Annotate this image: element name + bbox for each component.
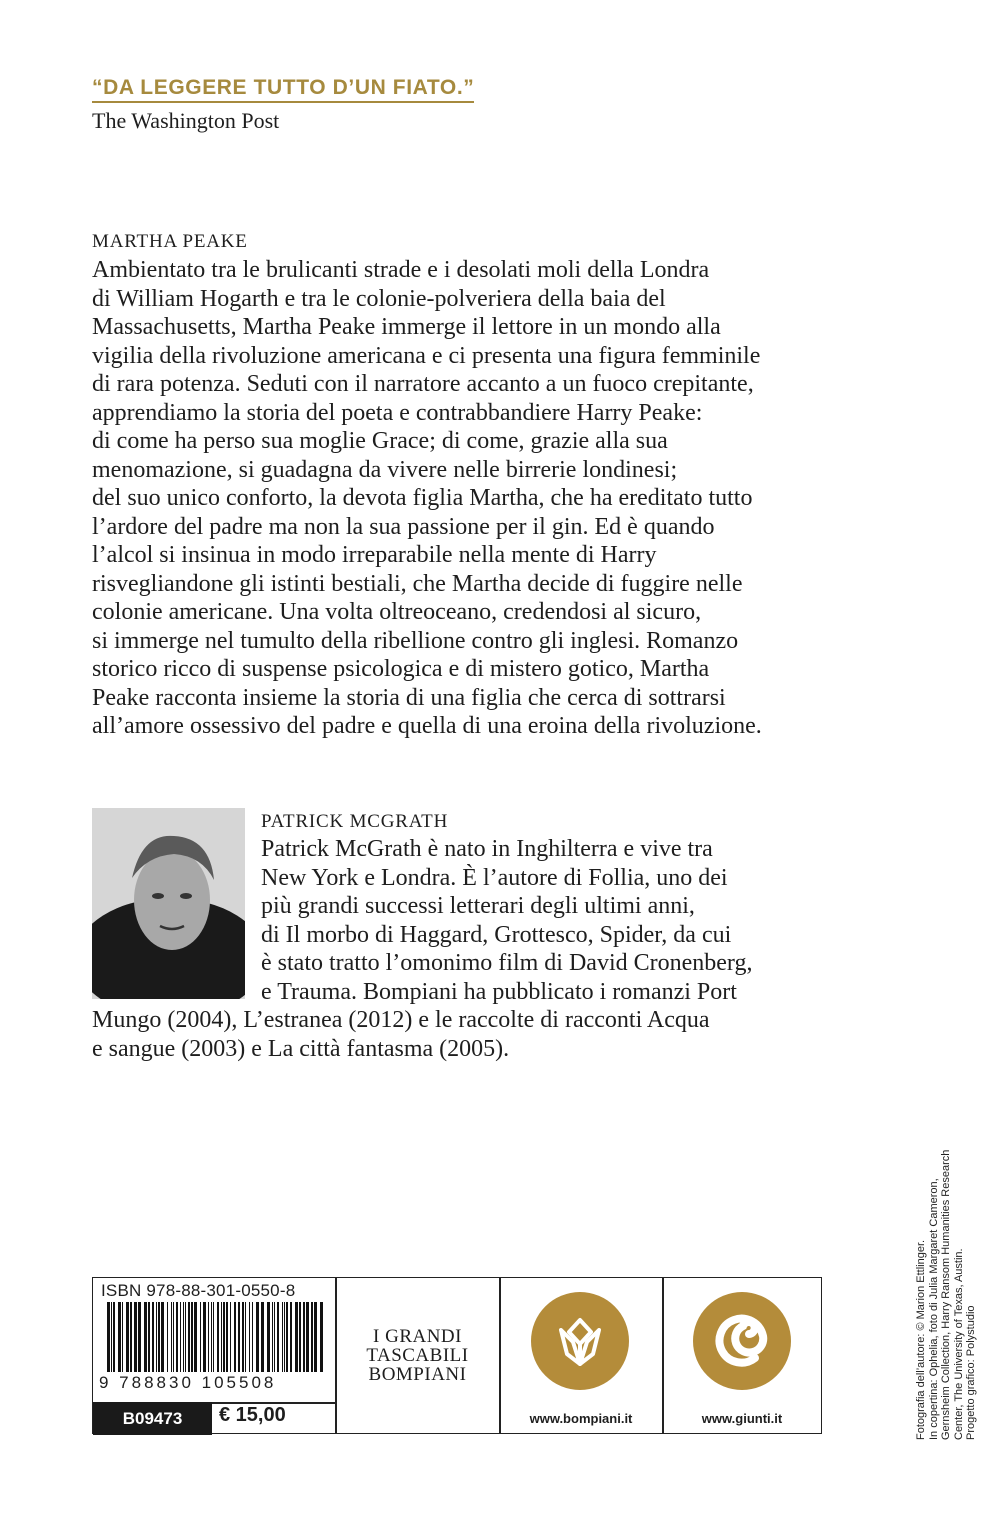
- barcode-bar: [306, 1302, 309, 1372]
- barcode-bar: [282, 1302, 283, 1372]
- barcode-bar: [183, 1302, 184, 1372]
- barcode-bar: [223, 1302, 225, 1372]
- barcode-bar: [203, 1302, 206, 1372]
- barcode-bar: [208, 1302, 209, 1372]
- barcode-bar: [158, 1302, 160, 1372]
- barcode-bar: [320, 1302, 323, 1372]
- barcode-bar: [111, 1302, 112, 1372]
- barcode-bar: [234, 1302, 236, 1372]
- barcode-bar: [191, 1302, 193, 1372]
- isbn-block: [93, 1278, 335, 1433]
- barcode-bar: [217, 1302, 219, 1372]
- barcode-bar: [148, 1302, 150, 1372]
- bompiani-block: [500, 1278, 662, 1433]
- barcode-bar: [144, 1302, 147, 1372]
- barcode-bar: [156, 1302, 157, 1372]
- barcode-bar: [188, 1302, 190, 1372]
- barcode-bar: [249, 1302, 250, 1372]
- bio-line: e sangue (2003) e La città fantasma (2005).: [92, 1035, 510, 1062]
- review-source: The Washington Post: [92, 108, 280, 133]
- barcode-bar: [194, 1302, 197, 1372]
- barcode-bar: [180, 1302, 181, 1372]
- isbn-label: ISBN 978-88-301-0550-8: [101, 1281, 296, 1300]
- barcode-bar: [242, 1302, 244, 1372]
- barcode-bar: [252, 1302, 253, 1372]
- barcode-bar: [256, 1302, 259, 1372]
- series-line: I GRANDI: [373, 1326, 462, 1347]
- series-line: TASCABILI: [366, 1345, 469, 1366]
- bio-line: New York e Londra. È l’autore di Follia, uno dei: [261, 864, 728, 891]
- barcode-bar: [161, 1302, 164, 1372]
- series-line: BOMPIANI: [368, 1364, 467, 1385]
- description-line: colonie americane. Una volta oltreoceano, credendosi al sicuro,: [92, 599, 702, 625]
- barcode-bar: [286, 1302, 288, 1372]
- description-line: apprendiamo la storia del poeta e contrabbandiere Harry Peake:: [92, 399, 703, 426]
- credits-line: Progetto grafico: Polystudio: [965, 1305, 977, 1440]
- barcode-bar: [221, 1302, 222, 1372]
- author-bio: [261, 835, 752, 1006]
- description-line: storico ricco di suspense psicologica e di mistero gotico, Martha: [92, 656, 710, 682]
- credits: [915, 1150, 978, 1440]
- description-line: di rara potenza. Seduti con il narratore accanto a un fuoco crepitante,: [92, 371, 754, 397]
- description-line: vigilia della rivoluzione americana e ci presenta una figura femminile: [92, 342, 761, 369]
- barcode-bar: [284, 1302, 285, 1372]
- description-line: menomazione, si guadagna da vivere nelle birrerie londinesi;: [92, 456, 678, 483]
- barcode-bar: [126, 1302, 129, 1372]
- barcode-digits: 9 788830 105508: [99, 1373, 277, 1392]
- barcode-bar: [238, 1302, 240, 1372]
- credits-line: Fotografia dell’autore: © Marion Ettlinger.: [915, 1239, 927, 1440]
- barcode-bar: [267, 1302, 270, 1372]
- bio-line: Patrick McGrath è nato in Inghilterra e vive tra: [261, 836, 713, 862]
- barcode-bar: [230, 1302, 231, 1372]
- bio-line: di Il morbo di Haggard, Grottesco, Spider, da cui: [261, 921, 732, 948]
- description-line: di come ha perso sua moglie Grace; di come, grazie alla sua: [92, 428, 668, 454]
- spiral-icon: [693, 1292, 791, 1390]
- back-cover-footer: [92, 1277, 822, 1434]
- bio-line: e Trauma. Bompiani ha pubblicato i romanzi Port: [261, 978, 737, 1005]
- author-name: PATRICK MCGRATH: [261, 811, 449, 832]
- author-photo: [92, 808, 245, 999]
- barcode-bar: [130, 1302, 132, 1372]
- giunti-url[interactable]: www.giunti.it: [701, 1411, 783, 1426]
- giunti-logo: [693, 1292, 791, 1390]
- barcode-bar: [311, 1302, 313, 1372]
- barcode-bar: [176, 1302, 178, 1372]
- barcode-bar: [107, 1302, 110, 1372]
- barcode-bar: [200, 1302, 201, 1372]
- barcode-icon: [105, 1302, 325, 1372]
- description-line: Peake racconta insieme la storia di una figlia che cerca di sottrarsi: [92, 684, 726, 711]
- barcode-bar: [118, 1302, 121, 1372]
- barcode-bar: [261, 1302, 264, 1372]
- author-portrait-icon: [92, 808, 245, 999]
- barcode-bar: [122, 1302, 123, 1372]
- author-bio-continued: [92, 1006, 710, 1063]
- description-line: Massachusetts, Martha Peake immerge il lettore in un mondo alla: [92, 314, 721, 340]
- credits-line: In copertina: Ophelia, foto di Julia Margaret Cameron,: [927, 1178, 940, 1440]
- barcode-bar: [290, 1302, 292, 1372]
- credits-line: Gernsheim Collection, Harry Ransom Humanities Research: [940, 1149, 952, 1440]
- barcode-bar: [226, 1302, 228, 1372]
- bompiani-logo: [531, 1292, 629, 1390]
- barcode-bar: [277, 1302, 279, 1372]
- description-line: di William Hogarth e tra le colonie-polveriera della baia del: [92, 285, 666, 312]
- barcode-bar: [211, 1302, 212, 1372]
- tulip-icon: [531, 1292, 629, 1390]
- bompiani-url[interactable]: www.bompiani.it: [529, 1411, 633, 1426]
- barcode-bar: [171, 1302, 172, 1372]
- giunti-block: [663, 1278, 821, 1433]
- barcode-bar: [295, 1302, 298, 1372]
- barcode-bar: [213, 1302, 214, 1372]
- barcode-bar: [173, 1302, 174, 1372]
- series-name: [336, 1327, 499, 1384]
- barcode-bar: [274, 1302, 275, 1372]
- book-description: [92, 256, 762, 741]
- series-block: [336, 1278, 499, 1433]
- description-line: si immerge nel tumulto della ribellione contro gli inglesi. Romanzo: [92, 627, 739, 654]
- barcode-bar: [167, 1302, 168, 1372]
- barcode-bar: [303, 1302, 305, 1372]
- barcode-bar: [185, 1302, 186, 1372]
- barcode-bar: [245, 1302, 246, 1372]
- description-line: risvegliandone gli istinti bestiali, che Martha decide di fuggire nelle: [92, 570, 743, 597]
- barcode-bar: [134, 1302, 137, 1372]
- description-line: l’alcol si insinua in modo irreparabile nella mente di Harry: [92, 542, 657, 568]
- description-line: del suo unico conforto, la devota figlia Martha, che ha ereditato tutto: [92, 485, 753, 511]
- description-line: l’ardore del padre ma non la sua passione per il gin. Ed è quando: [92, 513, 715, 540]
- barcode-bar: [138, 1302, 141, 1372]
- bio-line: più grandi successi letterari degli ultimi anni,: [261, 893, 695, 919]
- barcode-bar: [314, 1302, 317, 1372]
- book-code: B09473: [93, 1402, 212, 1435]
- price: € 15,00: [219, 1404, 286, 1426]
- bio-line: Mungo (2004), L’estranea (2012) e le raccolte di racconti Acqua: [92, 1007, 710, 1033]
- credits-line: Center, The University of Texas, Austin.: [952, 1248, 965, 1440]
- bio-line: è stato tratto l’omonimo film di David Cronenberg,: [261, 950, 753, 976]
- barcode-bar: [299, 1302, 301, 1372]
- review-quote: “DA LEGGERE TUTTO D’UN FIATO.”: [92, 76, 474, 103]
- book-title: MARTHA PEAKE: [92, 231, 248, 252]
- description-line: Ambientato tra le brulicanti strade e i desolati moli della Londra: [92, 257, 710, 283]
- barcode-bar: [272, 1302, 273, 1372]
- barcode-bar: [152, 1302, 154, 1372]
- description-line: all’amore ossessivo del padre e quella di una eroina della rivoluzione.: [92, 713, 762, 739]
- barcode-bar: [113, 1302, 115, 1372]
